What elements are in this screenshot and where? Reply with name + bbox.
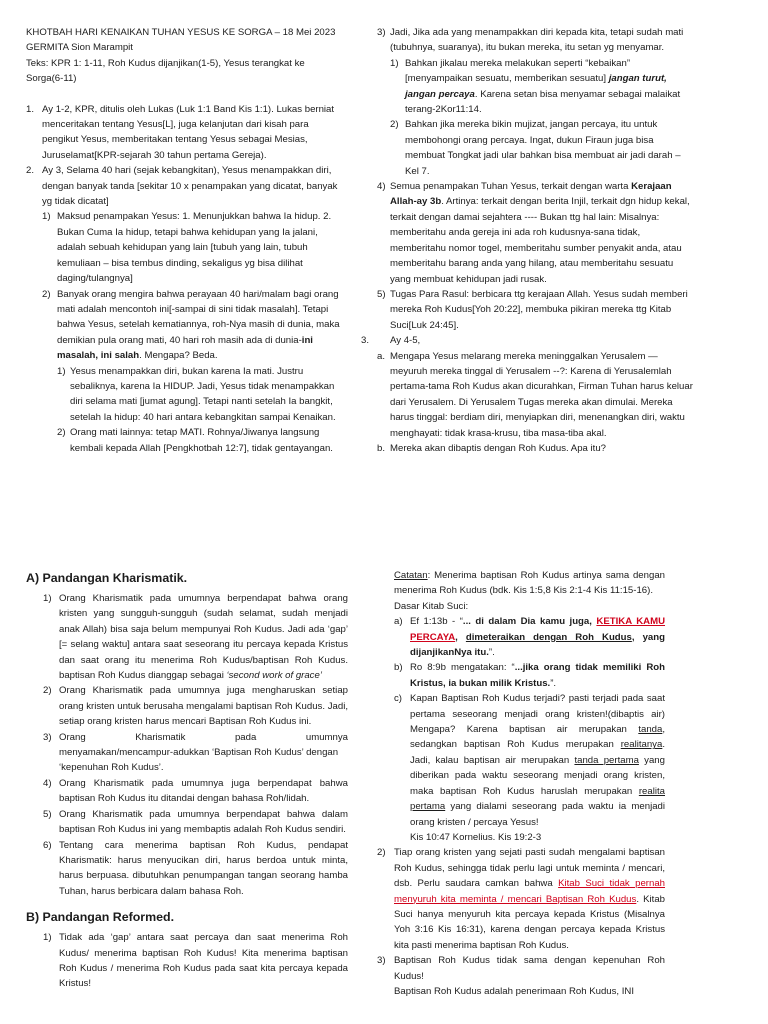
list-item: 2) Tiap orang kristen yang sejati pasti sudah mengalami baptisan Roh Kudus, sehingga tidak perlu lagi untuk meminta / mencari, dsb. Perlu saudara camkan bahwa Kitab Suci tidak pernah menyuruh kita meminta / mencari Baptisan Roh Kudus. Kitab Suci hanya menyuruh kita percaya kepada Kristus (Misalnya Yoh 3:16 Kis 16:31), karena dengan percaya kepada Kristus kita pasti menerima baptisan Roh Kudus. [377, 847, 665, 951]
list-item: a. Mengapa Yesus melarang mereka meninggalkan Yerusalem —meyuruh mereka tinggal di Yerusalem --?: Karena di Yerusalemlah pertama-tama Roh Kudus akan dicurahkan, Firman Tuhan harus keluar dari Yerusalem. Di Yerusalem Tugas mereka akan dimulai. Mereka harus tinggal: berdiam diri, menyiapkan diri, menenangkan diri, waktu menghayati: tidak krasa-krusu, tiba masa-tiba akal. [377, 350, 693, 439]
list-item: 2) Banyak orang mengira bahwa perayaan 40 hari/malam bagi orang mati adalah mencontoh ini[-sampai di sini tidak masalah]. Tetapi bahwa Yesus, setelah kematiannya, roh-Nya masih di dunia, maka demikian pula orang mati, 40 hari roh masih ada di dunia-ini masalah, ini salah. Mengapa? Beda. [42, 288, 340, 362]
list-item: 5) Tugas Para Rasul: berbicara ttg kerajaan Allah. Yesus sudah memberi mereka Roh Kudus[Yoh 20:22], membuka pikiran mereka ttg Kitab Suci[Luk 24:45]. [377, 288, 688, 331]
list-item: 1) Orang Kharismatik pada umumnya berpendapat bahwa orang kristen yang sungguh-sungguh (sudah selamat, sudah menjadi anak Allah) bisa saja belum mempunyai Roh Kudus. Jadi ada ‘gap’ [= selang waktu] antara saat seseorang itu percaya kepada Kristus dan saat orang itu menerima Roh Kudus/baptisan Roh Kudus. baptisan Roh Kudus dianggap sebagai ‘second work of grace’ [43, 593, 348, 682]
list-item: 2) Orang Kharismatik pada umumnya juga mengharuskan setiap orang kristen untuk berusaha mengalami baptisan Roh Kudus. Jadi, setiap orang kristen harus mencari Baptisan Roh Kudus ini. [43, 685, 348, 728]
list-item: b. Mereka akan dibaptis dengan Roh Kudus. Apa itu? [377, 442, 607, 454]
list-item: 5) Orang Kharismatik pada umumnya berpendapat bahwa dalam baptisan Roh Kudus ini yang membaptis adalah Roh Kudus sendiri. [43, 808, 348, 836]
list-item: 1) Bahkan jikalau mereka melakukan seperti “kebaikan” [menyampaikan sesuatu, memberikan sesuatu] jangan turut, jangan percaya. Karena setan bisa menyamar sebagai malaikat terang-2Kor11:14. [390, 57, 681, 116]
list-item: a) Ef 1:13b - “... di dalam Dia kamu juga, KETIKA KAMU PERCAYA, dimeteraikan dengan Roh Kudus, yang dijanjikanNya itu.”. [394, 616, 666, 659]
column-top-right [361, 25, 695, 456]
list-item: 3) Jadi, Jika ada yang menampakkan diri kepada kita, tetapi sudah mati (tubuhnya, suaranya), itu bukan mereka, itu setan yg menyamar. [377, 27, 684, 54]
list-item: 2. Ay 3, Selama 40 hari (sejak kebangkitan), Yesus menampakkan diri, dengan banyak tanda [sekitar 10 x penampakan yang dicatat, banyak yg tidak dicatat] [26, 165, 338, 208]
list-item: 3) Orang Kharismatik pada umumnya menyamakan/mencampur-adukkan ‘Baptisan Roh Kudus’ dengan ‘kepenuhan Roh Kudus’. [43, 731, 348, 774]
reference-line: Kis 10:47 Kornelius. Kis 19:2-3 [410, 831, 542, 843]
list-item: 3) Baptisan Roh Kudus tidak sama dengan kepenuhan Roh Kudus! [377, 955, 665, 982]
scripture-basis-label: Dasar Kitab Suci: [394, 600, 469, 612]
column-bottom-left [26, 568, 348, 992]
list-item: b) Ro 8:9b mengatakan: “...jika orang tidak memiliki Roh Kristus, ia bukan milik Kristus.”. [394, 662, 665, 689]
list-item: 1) Maksud penampakan Yesus: 1. Menunjukkan bahwa Ia hidup. 2. Bukan Cuma Ia hidup, tetapi bahwa kehidupan yang Ia jalani, adalah sebuah kehidupan yang lain [tubuh yang lain, tubuh kemuliaan – bisa tembus dinding, sekaligus yg bisa dilihat daging/tulangnya] [42, 211, 332, 285]
list-item: c) Kapan Baptisan Roh Kudus terjadi? pasti terjadi pada saat pertama seseorang menjadi orang kristen!(dibaptis air) Mengapa? Karena baptisan air merupakan tanda, sedangkan baptisan Roh Kudus merupakan realitanya. Jadi, kalau baptisan air merupakan tanda pertama yang diberikan pada waktu seseorang menjadi orang kristen, maka baptisan Roh Kudus haruslah merupakan realita pertama yang dialami seseorang pada waktu ia menjadi orang kristen / percaya Yesus! [394, 693, 665, 828]
list-item: 6) Tentang cara menerima baptisan Roh Kudus, pendapat Kharismatik: harus menyucikan diri, harus berdoa untuk minta, harus berpuasa. dibutuhkan penumpangan tangan seorang hamba Tuhan, harus berbicara dalam bahasa Roh. [43, 839, 348, 897]
continued-text: Baptisan Roh Kudus adalah penerimaan Roh Kudus, INI [394, 985, 634, 997]
header-line-2: GERMITA Sion Marampit [26, 42, 133, 54]
list-item: 3. Ay 4-5, [361, 335, 421, 347]
list-item: 2) Orang mati lainnya: tetap MATI. Rohnya/Jiwanya langsung kembali kepada Allah [Pengkhotbah 12:7], tidak gentayangan. [57, 427, 333, 454]
note-paragraph: Catatan: Menerima baptisan Roh Kudus artinya sama dengan menerima Roh Kudus (bdk. Kis 1:5,8 Kis 2:1-4 Kis 11:15-16). [394, 570, 665, 597]
list-item: 1. Ay 1-2, KPR, ditulis oleh Lukas (Luk 1:1 Band Kis 1:1). Lukas berniat menceritakan tentang Yesus[L], juga kelanjutan dari kisah para pengikut Yesus, memberitakan tentang Yesus sebagai Mesias, Juruselamat[KPR-sejarah 30 tahun pertama Gereja). [26, 103, 335, 161]
column-top-left [26, 25, 342, 456]
column-bottom-right [377, 568, 665, 999]
list-item: 4) Orang Kharismatik pada umumnya juga berpendapat bahwa baptisan Roh Kudus itu ditandai dengan bahasa Roh/lidah. [43, 777, 348, 805]
list-item: 1) Yesus menampakkan diri, bukan karena Ia mati. Justru sebaliknya, karena Ia HIDUP. Jadi, Yesus tidak menampakkan diri selama mati [jumat agung]. Tetapi nanti setelah Ia bangkit, setelah Ia hidup: 40 hari antara kebangkitan sampai Kenaikan. [57, 365, 336, 423]
list-item: 4) Semua penampakan Tuhan Yesus, terkait dengan warta Kerajaan Allah-ay 3b. Artinya: terkait dengan berita Injil, terkait dgn hidup kekal, terkait dengan damai sejahtera ---- Bukan ttg hal lain: Misalnya: memberitahu anda gereja ini ada roh kudusnya-sana tidak, memberitahu nomor togel, memberitahu sumber penyakit anda, atau memberitahu barang anda yang hilang, atau memberitahu sesuatu yang membuat kehidupan jadi rusak. [377, 181, 690, 285]
section-heading-reformed: B) Pandangan Reformed. [26, 910, 175, 925]
section-heading-kharismatik: A) Pandangan Kharismatik. [26, 571, 188, 585]
list-item: 2) Bahkan jika mereka bikin mujizat, jangan percaya, itu untuk membohongi orang percaya. Ingat, dukun Firaun juga bisa membuat Tongkat jadi ular bahkan bisa membuat air jadi darah – Kel 7. [390, 119, 681, 177]
header-line-1: KHOTBAH HARI KENAIKAN TUHAN YESUS KE SORGA – 18 Mei 2023 [26, 27, 336, 38]
header-line-3: Teks: KPR 1: 1-11, Roh Kudus dijanjikan(1-5), Yesus terangkat ke Sorga(6-11) [26, 57, 305, 85]
list-item: 1) Tidak ada ‘gap’ antara saat percaya dan saat menerima Roh Kudus/ menerima baptisan Roh Kudus! Kita menerima baptisan Roh Kudus / menerima Roh Kudus pada saat kita percaya kepada Kristus! [43, 932, 348, 990]
